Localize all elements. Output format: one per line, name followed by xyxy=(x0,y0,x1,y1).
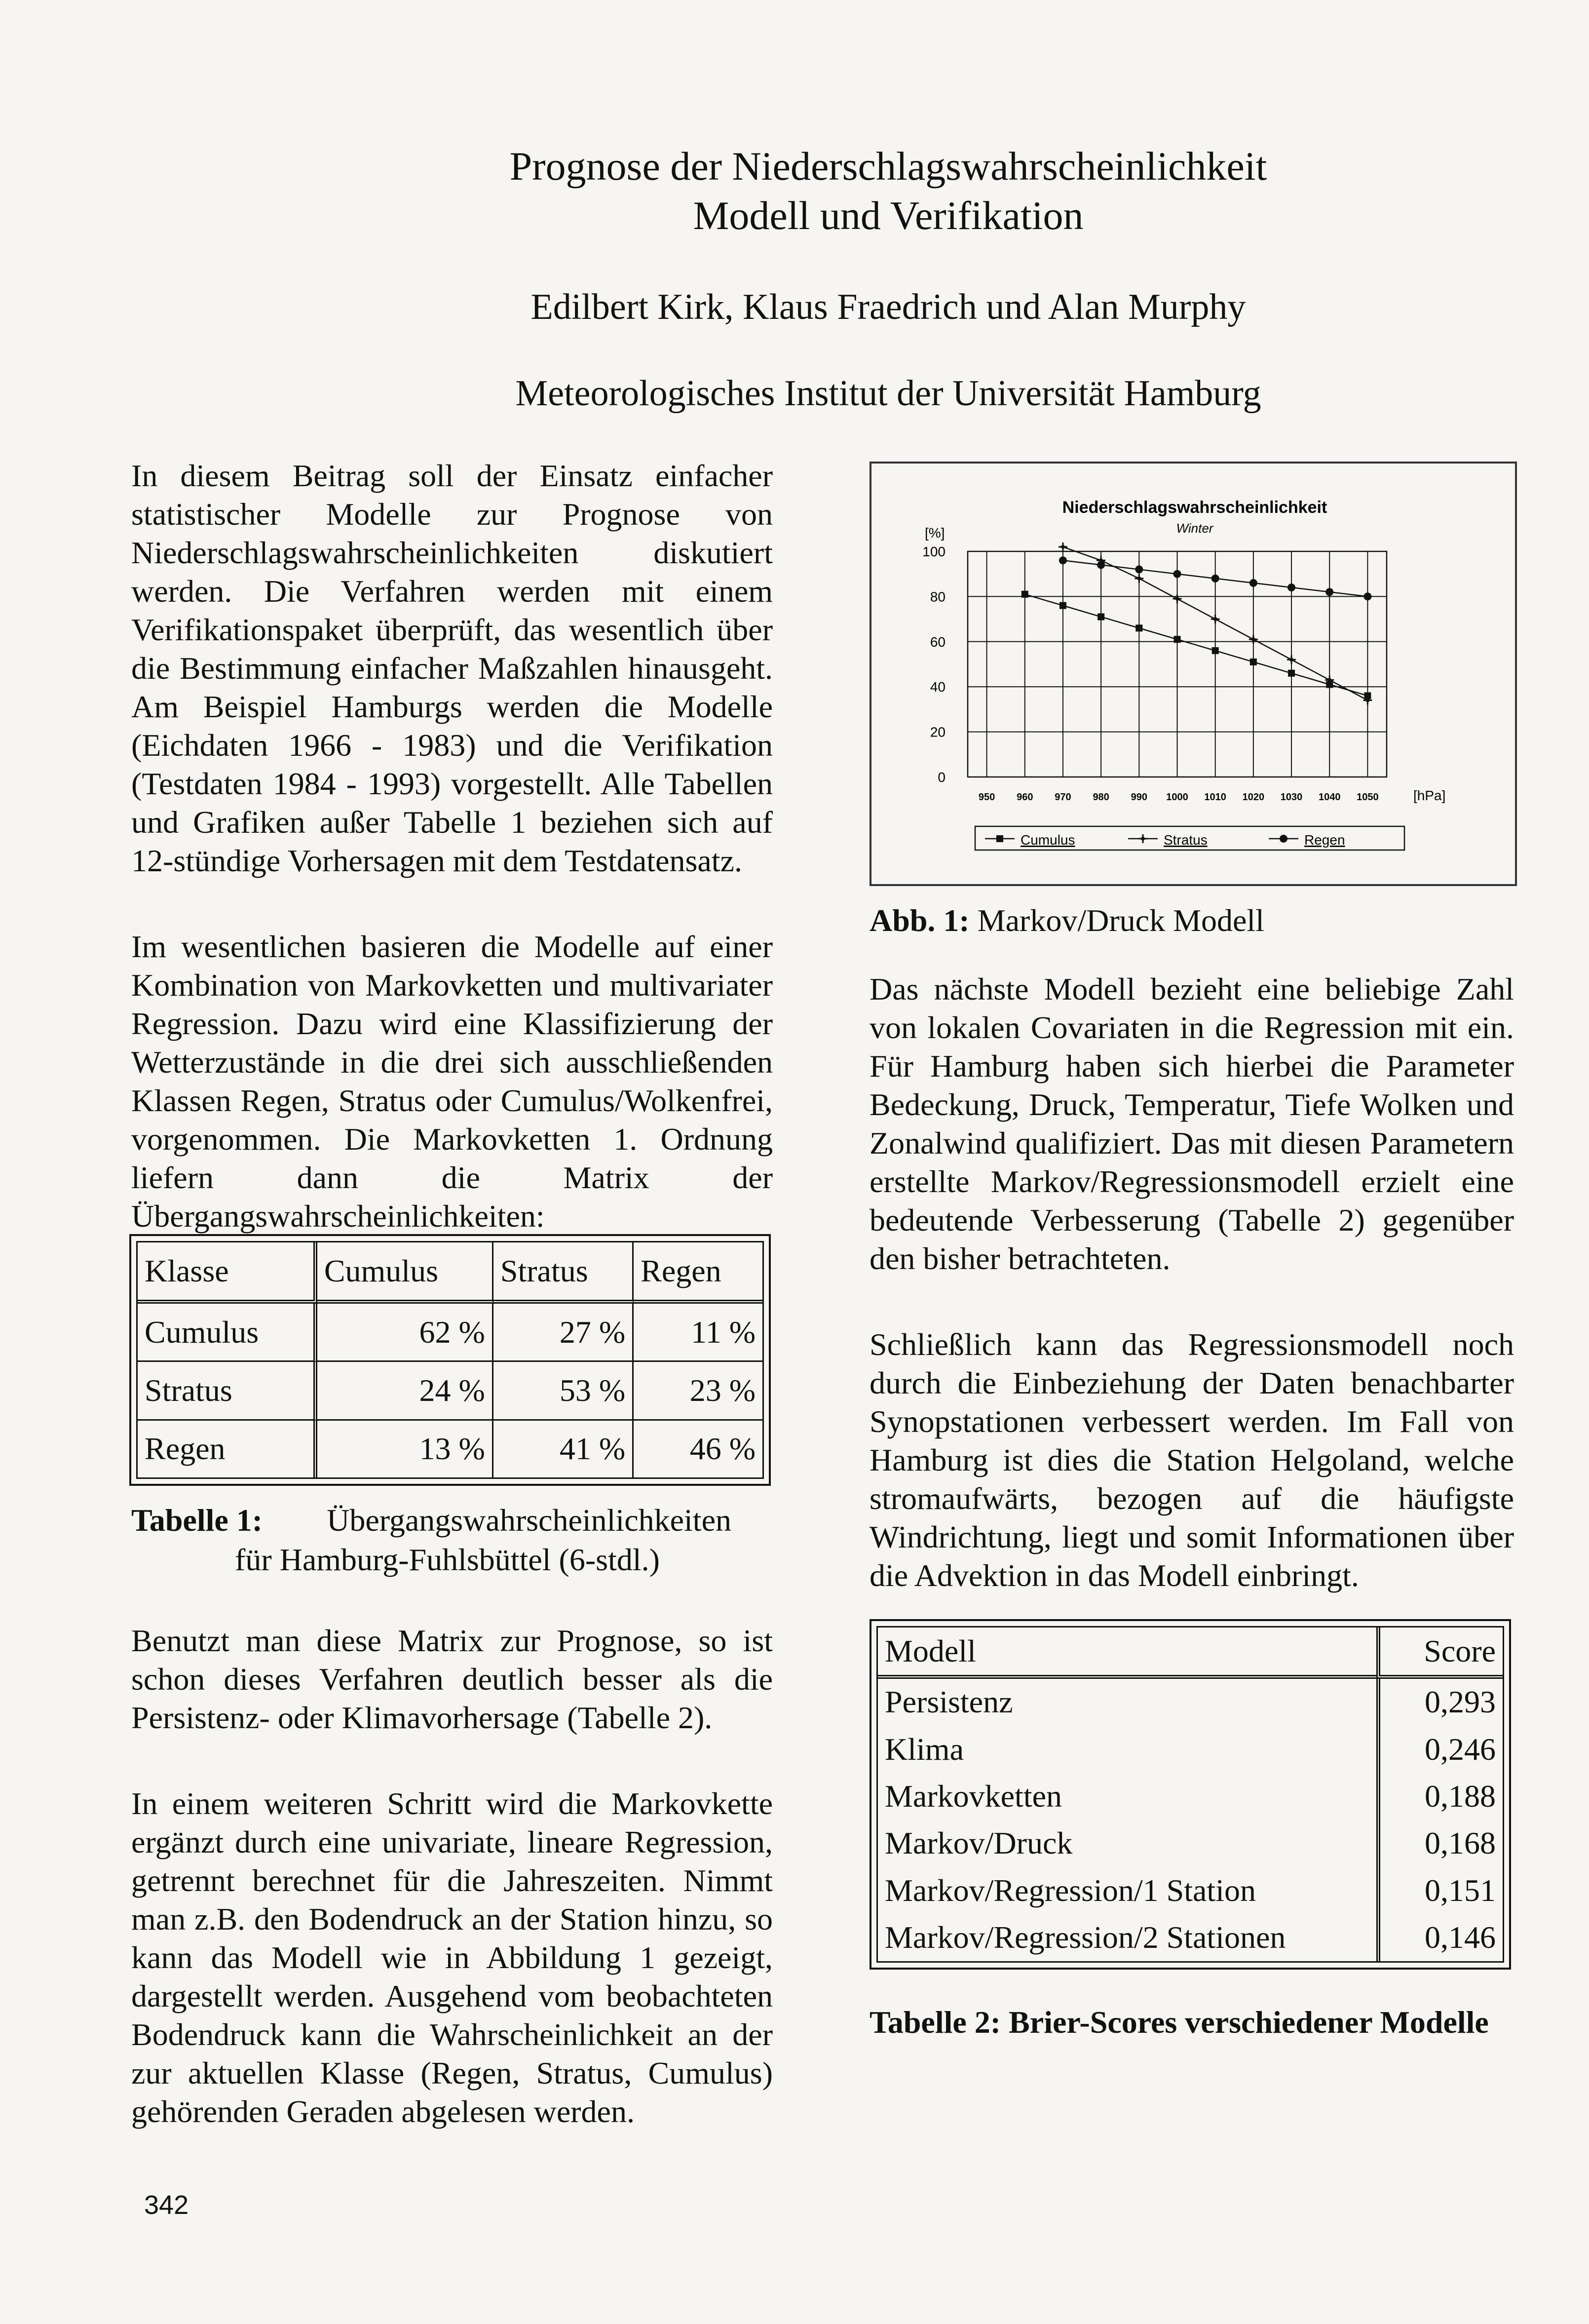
table1-row-label: Regen xyxy=(138,1421,317,1477)
chart-legend-label: Regen xyxy=(1304,832,1345,848)
chart-y-tick-label: 60 xyxy=(930,634,946,650)
chart-legend-label: Cumulus xyxy=(1021,832,1075,848)
table1-header-cell: Klasse xyxy=(138,1242,317,1304)
table2-score-cell: 0,146 xyxy=(1376,1914,1503,1961)
chart-point xyxy=(1135,566,1143,574)
table2-header-row xyxy=(878,1627,1503,1679)
left-paragraph-2: Im wesentlichen basieren die Modelle auf einer Kombination von Markovketten und multivariater Regression. Dazu wird eine Klassifizierung der Wetterzustände in die drei sich ausschließenden Klassen Regen, Stratus oder Cumulus/Wolkenfrei, vorgenommen. Die Markovketten 1. Ordnung liefern dann die Matrix der Übergangswahrscheinlichkeiten: xyxy=(131,929,773,1234)
chart-point xyxy=(1212,647,1219,654)
table2-model-cell: Markov/Druck xyxy=(885,1825,1073,1861)
table2-row xyxy=(878,1726,1503,1773)
chart-point xyxy=(1250,658,1257,665)
chart-legend-marker xyxy=(1138,834,1147,843)
table2-row xyxy=(878,1820,1503,1867)
chart-x-tick-label: 990 xyxy=(1131,792,1148,803)
chart-x-tick-label: 1040 xyxy=(1318,792,1341,803)
chart-point xyxy=(1097,614,1104,620)
chart-marker-part xyxy=(1365,698,1369,702)
chart-y-tick-label: 100 xyxy=(922,544,946,559)
chart-x-tick-label: 1020 xyxy=(1242,792,1265,803)
chart-grid xyxy=(968,551,1387,777)
chart-point xyxy=(1059,556,1067,564)
chart-x-tick-label: 1030 xyxy=(1280,792,1303,803)
chart-point xyxy=(1287,583,1295,591)
page-number: 342 xyxy=(144,2190,189,2220)
table2-model-cell: Markov/Regression/2 Stationen xyxy=(885,1920,1286,1955)
chart-marker-part xyxy=(1137,577,1141,581)
table1-cell: 53 % xyxy=(493,1362,634,1420)
table2-score-cell: 0,151 xyxy=(1376,1867,1503,1914)
chart-marker-part xyxy=(1289,658,1293,661)
left-column-lower xyxy=(131,1622,773,2131)
table2-model-cell: Klima xyxy=(885,1731,964,1767)
chart-legend xyxy=(975,826,1404,850)
table2-header-cell: Modell xyxy=(878,1627,1376,1679)
left-paragraph-4: In einem weiteren Schritt wird die Markovkette ergänzt durch eine univariate, lineare Regression, getrennt berechnet für die Jahreszeiten. Nimmt man z.B. den Bodendruck an der Station hinzu, so kann das Modell wie in Abbildung 1 gezeigt, dargestellt werden. Ausgehend vom beobachteten Bodendruck kann die Wahrscheinlichkeit an der zur aktuellen Klasse (Regen, Stratus, Cumulus) gehörenden Geraden abgelesen werden. xyxy=(131,1786,773,2129)
chart-point xyxy=(1249,579,1257,587)
chart-marker-part xyxy=(1175,597,1179,601)
table1-row xyxy=(138,1421,762,1477)
chart-point xyxy=(1059,542,1067,551)
table1-cell: 41 % xyxy=(493,1421,634,1477)
table2-model-cell: Persistenz xyxy=(885,1684,1013,1720)
chart-point xyxy=(1287,655,1296,664)
chart-marker-part xyxy=(1213,617,1217,621)
left-paragraph-1: In diesem Beitrag soll der Einsatz einfacher statistischer Modelle zur Prognose von Niederschlagswahrscheinlichkeiten diskutiert werden. Die Verfahren werden mit einem Verifikationspaket überprüft, das wesentlich über die Bestimmung einfacher Maßzahlen hinausgeht. Am Beispiel Hamburgs werden die Modelle (Eichdaten 1966 - 1983) und die Verifikation (Testdaten 1984 - 1993) vorgestellt. Alle Tabellen und Grafiken außer Tabelle 1 beziehen sich auf 12-stündige Vorhersagen mit dem Testdatensatz. xyxy=(131,458,773,878)
chart-x-tick-label: 970 xyxy=(1055,792,1071,803)
chart-y-ticks xyxy=(922,544,946,785)
chart-x-tick-label: 980 xyxy=(1093,792,1109,803)
table1-row xyxy=(138,1362,762,1420)
chart-legend-label: Stratus xyxy=(1164,832,1208,848)
chart-y-tick-label: 80 xyxy=(930,589,946,605)
brier-scores-table xyxy=(876,1626,1504,1963)
chart-x-tick-label: 950 xyxy=(978,792,995,803)
chart-point xyxy=(1173,594,1182,603)
table1-row-label: Cumulus xyxy=(138,1304,317,1362)
table2-row xyxy=(878,1914,1503,1961)
precipitation-probability-chart xyxy=(871,464,1515,884)
table1-cell: 13 % xyxy=(317,1421,493,1477)
chart-y-axis-label: [%] xyxy=(925,525,945,541)
chart-point xyxy=(1211,575,1219,582)
chart-marker-part xyxy=(1061,545,1065,549)
table2-frame xyxy=(870,1619,1511,1970)
chart-point xyxy=(1249,635,1258,644)
chart-point xyxy=(1097,561,1105,569)
chart-point xyxy=(1173,570,1181,578)
chart-subtitle: Winter xyxy=(1176,521,1213,536)
table1-caption-line1: Übergangswahrscheinlichkeiten xyxy=(327,1503,731,1538)
chart-x-tick-label: 1000 xyxy=(1166,792,1188,803)
table1-caption xyxy=(131,1501,773,1580)
chart-point xyxy=(1135,624,1142,631)
table2-caption: Tabelle 2: Brier-Scores verschiedener Modelle xyxy=(870,2005,1489,2040)
chart-point xyxy=(1211,615,1220,623)
table2-row xyxy=(878,1773,1503,1820)
table1-header-cell: Stratus xyxy=(493,1242,634,1304)
transition-matrix-table xyxy=(136,1241,764,1479)
paper-title-line1: Prognose der Niederschlagswahrscheinlichkeit xyxy=(509,144,1267,189)
figure1-caption-label: Abb. 1: xyxy=(870,903,970,938)
chart-point xyxy=(1325,588,1333,596)
figure1-chart-frame xyxy=(870,462,1517,886)
chart-point xyxy=(1288,670,1295,677)
table1-cell: 11 % xyxy=(634,1304,762,1362)
right-column xyxy=(870,970,1514,1595)
chart-x-tick-label: 1010 xyxy=(1204,792,1226,803)
table1-cell: 27 % xyxy=(493,1304,634,1362)
table1-row-label: Stratus xyxy=(138,1362,317,1420)
table2-row xyxy=(878,1867,1503,1914)
chart-legend-marker xyxy=(1280,835,1287,843)
table1-cell: 46 % xyxy=(689,1431,756,1467)
chart-y-tick-label: 0 xyxy=(938,770,946,785)
chart-point xyxy=(1059,602,1066,609)
right-paragraph-2: Schließlich kann das Regressionsmodell noch durch die Einbeziehung der Daten benachbarter Synopstationen verbessert werden. Im Fall von Hamburg ist dies die Station Helgoland, welche stromaufwärts, bezogen auf die häufigste Windrichtung, liegt und somit Informationen über die Advektion in das Modell einbringt. xyxy=(870,1327,1514,1593)
table2-score-cell: 0,168 xyxy=(1376,1820,1503,1867)
chart-point xyxy=(1363,592,1371,600)
chart-title: Niederschlagswahrscheinlichkeit xyxy=(1062,498,1327,517)
table1-row xyxy=(138,1304,762,1362)
paper-authors: Edilbert Kirk, Klaus Fraedrich und Alan Murphy xyxy=(530,287,1246,327)
table1-header-row xyxy=(138,1242,762,1304)
right-paragraph-1: Das nächste Modell bezieht eine beliebige Zahl von lokalen Covariaten in die Regression mit ein. Für Hamburg haben sich hierbei die Parameter Bedeckung, Druck, Temperatur, Tiefe Wolken und Zonalwind qualifiziert. Das mit diesen Parametern erstellte Markov/Regressionsmodell erzielt eine bedeutende Verbesserung (Tabelle 2) gegenüber den bisher betrachteten. xyxy=(870,971,1514,1276)
table1-cell: 24 % xyxy=(317,1362,493,1420)
figure1-caption-text: Markov/Druck Modell xyxy=(977,903,1264,938)
table1-cell: 23 % xyxy=(634,1362,762,1420)
table2-model-cell: Markov/Regression/1 Station xyxy=(885,1872,1256,1908)
table2-row xyxy=(878,1679,1503,1726)
table1-cell: 62 % xyxy=(317,1304,493,1362)
chart-point xyxy=(1174,636,1181,643)
table2-header-cell: Score xyxy=(1376,1627,1503,1679)
chart-x-axis-unit: [hPa] xyxy=(1413,788,1446,803)
table1-caption-label: Tabelle 1: xyxy=(131,1503,263,1538)
table2-score-cell: 0,293 xyxy=(1376,1679,1503,1726)
chart-point xyxy=(1022,591,1028,598)
table2-score-cell: 0,188 xyxy=(1376,1773,1503,1820)
chart-y-tick-label: 40 xyxy=(930,679,946,695)
table1-frame xyxy=(129,1234,771,1486)
chart-marker-part xyxy=(1141,837,1145,841)
chart-y-tick-label: 20 xyxy=(930,724,946,740)
left-column xyxy=(131,457,773,1236)
paper-title-line2: Modell und Verifikation xyxy=(693,193,1084,238)
chart-x-tick-label: 960 xyxy=(1017,792,1033,803)
table1-header-cell: Regen xyxy=(634,1242,762,1304)
chart-point xyxy=(1135,574,1143,583)
chart-series-cumulus xyxy=(1022,591,1371,699)
chart-x-ticks xyxy=(979,792,1379,803)
chart-series xyxy=(1022,542,1372,705)
table1-header-cell: Cumulus xyxy=(317,1242,493,1304)
figure1-caption xyxy=(870,902,1264,939)
left-paragraph-3: Benutzt man diese Matrix zur Prognose, so ist schon dieses Verfahren deutlich besser als die Persistenz- oder Klimavorhersage (Tabelle 2). xyxy=(131,1623,773,1735)
table2-score-cell: 0,246 xyxy=(1376,1726,1503,1773)
table1-caption-line2: für Hamburg-Fuhlsbüttel (6-stdl.) xyxy=(235,1542,660,1577)
chart-marker-part xyxy=(1327,678,1331,682)
chart-marker-part xyxy=(1251,637,1255,641)
paper-institute: Meteorologisches Institut der Universität Hamburg xyxy=(515,373,1261,414)
chart-legend-marker xyxy=(996,835,1003,842)
table2-model-cell: Markovketten xyxy=(885,1779,1062,1814)
chart-x-tick-label: 1050 xyxy=(1357,792,1379,803)
